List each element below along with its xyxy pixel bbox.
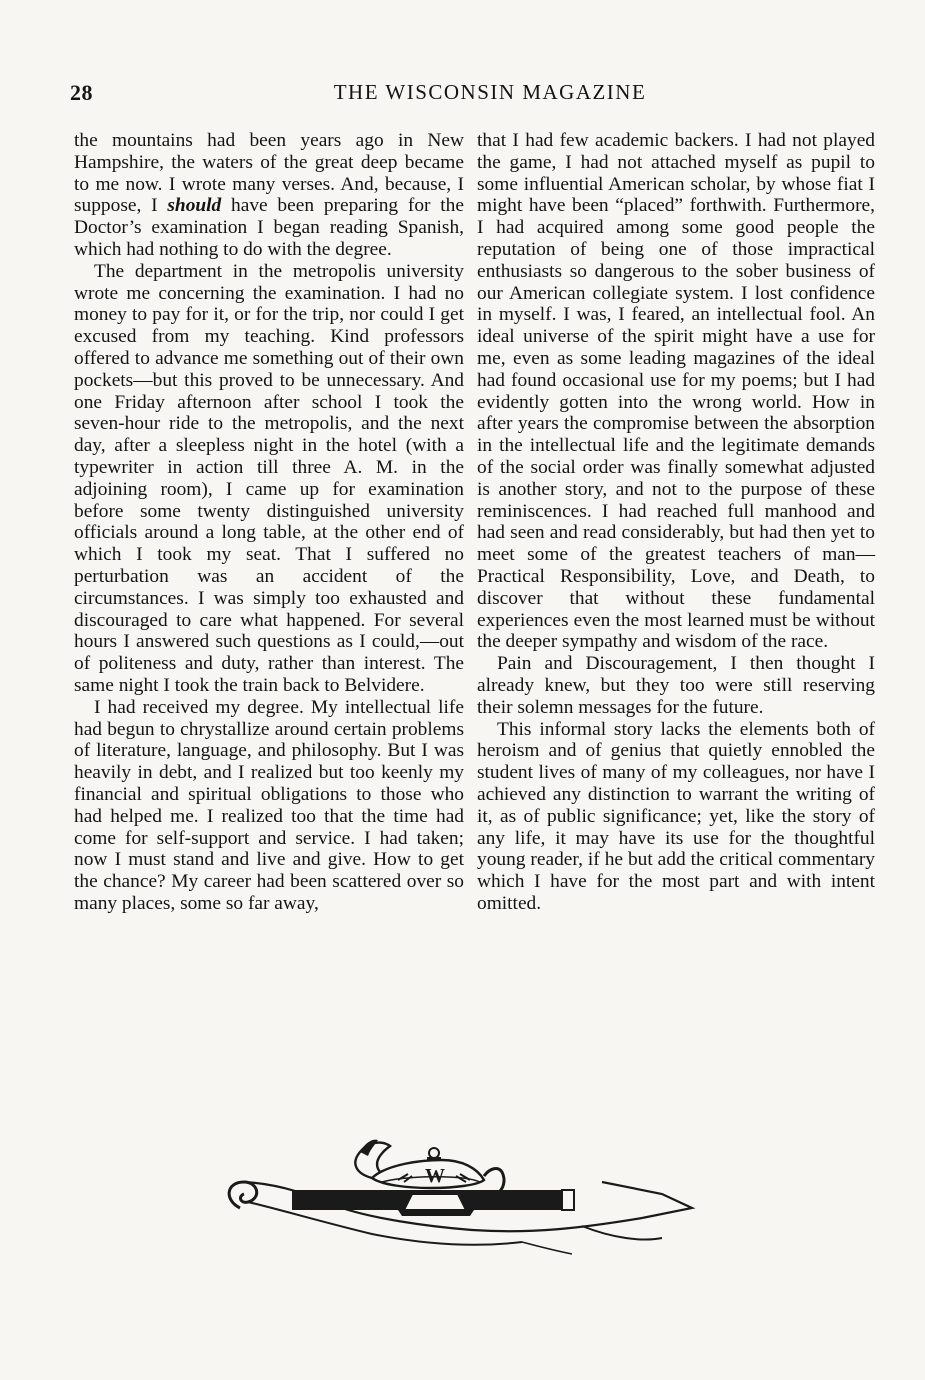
running-title: THE WISCONSIN MAGAZINE [333, 80, 647, 104]
page-number: 28 [70, 80, 93, 105]
paragraph: I had received my degree. My intellectual life had begun to chrystallize around certain problems of literature, language, and philosophy. But I was heavily in debt, and I realized but too keenly my financial and spiritual obligations to those who had helped me. I realized too that the time had come for self-support and service. I had taken; now I must stand and live and give. How to get the chance? My career had been scattered over so many places, some so far away, [74, 696, 464, 914]
paragraph: The department in the metropolis university wrote me concerning the examination. I had no money to pay for it, or for the trip, nor could I get excused from my teaching. Kind professors offered to advance me something out of their own pockets—but this proved to be unnecessary. And one Friday afternoon after school I took the seven-hour ride to the metropolis, and the next day, after a sleepless night in the hotel (with a typewriter in action till three A. M. in the adjoining room), I came up for examination before some twenty distinguished university officials around a long table, at the other end of which I took my seat. That I suffered no perturbation was an accident of the circumstances. I was simply too exhausted and discouraged to care what happened. For several hours I answered such questions as I could,—out of politeness and duty, rather than interest. The same night I took the train back to Belvidere. [74, 260, 464, 696]
lamp-of-learning-icon [222, 1138, 697, 1258]
paragraph: This informal story lacks the elements both of heroism and of genius that quietly ennobled the student lives of many of my colleagues, nor have I achieved any distinction to warrant the writing of it, as of public significance; yet, like the story of any life, it may have its use for the thoughtful young reader, if he but add the critical commentary which I have for the most part and with intent omitted. [477, 718, 875, 914]
ornament-letter: W [425, 1165, 445, 1187]
page-header [70, 80, 870, 112]
paragraph [74, 130, 464, 261]
paragraph: Pain and Discouragement, I then thought I already knew, but they too were still reserving their solemn messages for the future. [477, 653, 875, 718]
emphasis-text: should [167, 195, 222, 217]
paragraph: that I had few academic backers. I had not played the game, I had not attached myself as pupil to some influential American scholar, by whose fiat I might have been “placed” forthwith. Furthermore, I had acquired among some good people the reputation of being one of those impractical enthusiasts so dangerous to the sober business of our American collegiate system. I lost confidence in myself. I was, I feared, an intellectual fool. An ideal universe of the spirit might have a use for me, even as some leading magazines of the ideal had found occasional use for my poems; but I had evidently gotten into the wrong world. How in after years the compromise between the absorption in the intellectual life and the legitimate demands of the social order was finally somewhat adjusted is another story, and not to the purpose of these reminiscences. I had reached full manhood and had seen and read considerably, but had then yet to meet some of the greatest teachers of man—Practical Responsibility, Love, and Death, to discover that without these fundamental experiences even the most learned must be without the deeper sympathy and wisdom of the race. [477, 130, 875, 653]
paragraph-text: have been preparing for the Doctor’s examination I began reading Spanish, which had nothing to do with the degree. [74, 195, 464, 260]
right-column [477, 130, 875, 915]
paragraph-text: the mountains had been years ago in New Hampshire, the waters of the great deep became to me now. I wrote many verses. And, because, I suppose, I [74, 130, 464, 217]
left-column [74, 130, 464, 915]
